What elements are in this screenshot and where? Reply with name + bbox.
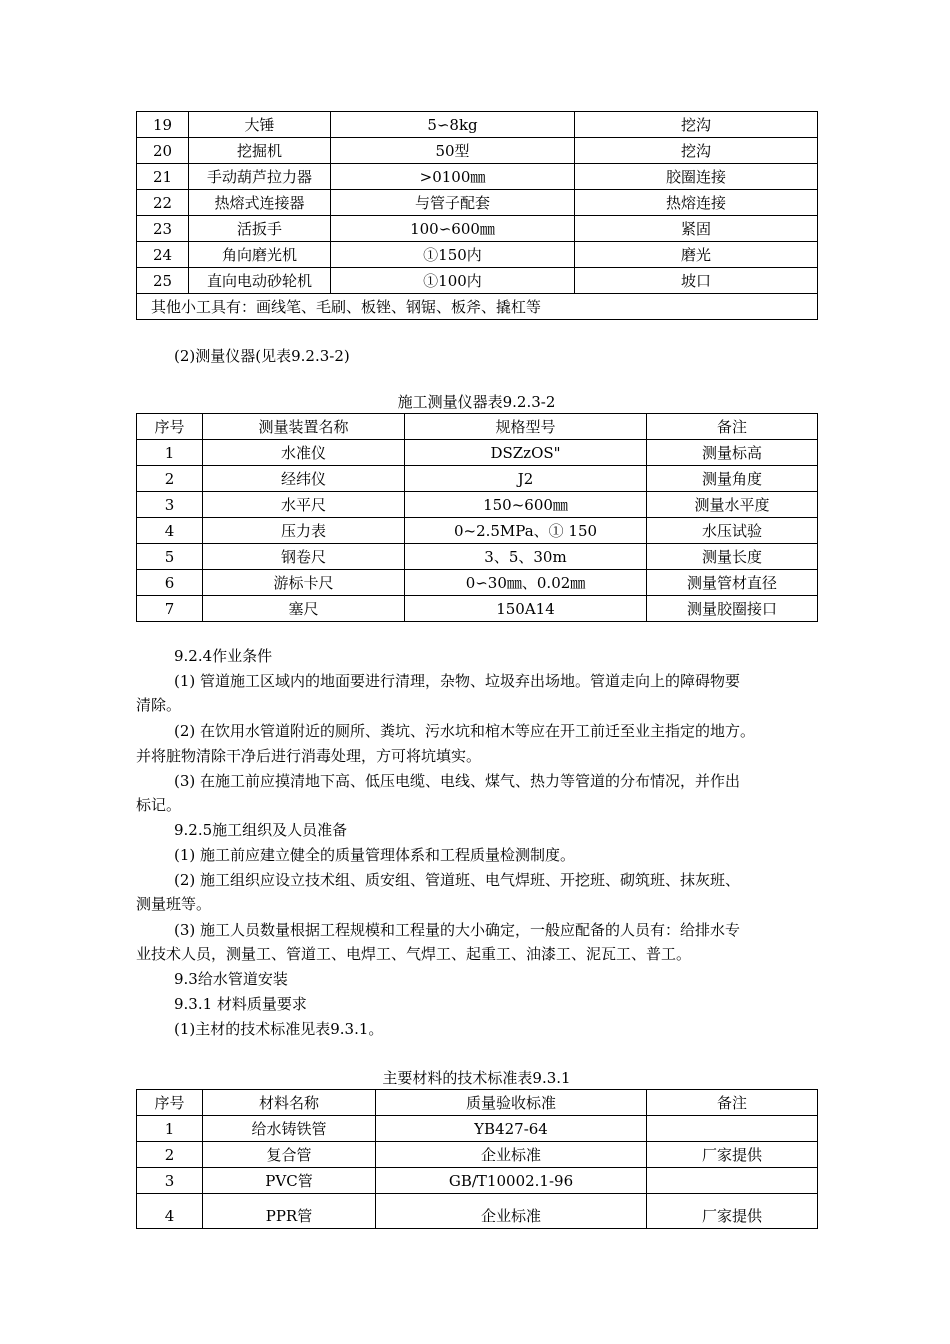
- cell: 水压试验: [647, 518, 818, 544]
- cell: 测量胶圈接口: [647, 596, 818, 622]
- paragraph-line: (1)主材的技术标准见表9.3.1。: [174, 1020, 384, 1038]
- cell: 紧固: [575, 216, 818, 242]
- cell: 1: [137, 440, 203, 466]
- cell: 测量水平度: [647, 492, 818, 518]
- cell: 塞尺: [203, 596, 405, 622]
- cell: 5: [137, 544, 203, 570]
- cell: [647, 1168, 818, 1194]
- cell: 水准仪: [203, 440, 405, 466]
- paragraph-line: (2) 在饮用水管道附近的厕所、粪坑、污水坑和棺木等应在开工前迁至业主指定的地方。: [174, 722, 756, 740]
- table-row: [137, 1194, 818, 1229]
- cell: 热熔式连接器: [189, 190, 331, 216]
- cell: ①100内: [331, 268, 575, 294]
- heading-9-2-4: 9.2.4作业条件: [174, 647, 273, 665]
- cell: 150A14: [405, 596, 647, 622]
- cell: 测量标高: [647, 440, 818, 466]
- table-row: [137, 268, 818, 294]
- table-row: [137, 466, 818, 492]
- cell: 游标卡尺: [203, 570, 405, 596]
- table-row: [137, 1168, 818, 1194]
- paragraph-line: (2) 施工组织应设立技术组、质安组、管道班、电气焊班、开挖班、砌筑班、抹灰班、: [174, 871, 741, 889]
- paragraph-line: 并将脏物清除干净后进行消毒处理，方可将坑填实。: [136, 747, 482, 765]
- paragraph-line: (1) 施工前应建立健全的质量管理体系和工程质量检测制度。: [174, 846, 576, 864]
- cell: J2: [405, 466, 647, 492]
- materials-table: [136, 1089, 818, 1229]
- cell: 钢卷尺: [203, 544, 405, 570]
- cell: 胶圈连接: [575, 164, 818, 190]
- column-header: 备注: [647, 414, 818, 440]
- cell: 经纬仪: [203, 466, 405, 492]
- column-header: 测量装置名称: [203, 414, 405, 440]
- cell: 企业标准: [376, 1142, 647, 1168]
- cell: 20: [137, 138, 189, 164]
- cell: >0100㎜: [331, 164, 575, 190]
- paragraph-line: 测量班等。: [136, 895, 212, 913]
- cell: 24: [137, 242, 189, 268]
- table-note: 其他小工具有：画线笔、毛刷、板锉、钢锯、板斧、撬杠等: [137, 294, 818, 320]
- cell: 4: [137, 518, 203, 544]
- cell: 0~2.5MPa、① 150: [405, 518, 647, 544]
- table-row: [137, 492, 818, 518]
- cell: 坡口: [575, 268, 818, 294]
- cell: 3: [137, 492, 203, 518]
- column-header: 规格型号: [405, 414, 647, 440]
- cell: 6: [137, 570, 203, 596]
- cell: 挖沟: [575, 138, 818, 164]
- paragraph-line: 业技术人员，测量工、管道工、电焊工、气焊工、起重工、油漆工、泥瓦工、普工。: [136, 945, 692, 963]
- table-row: [137, 1142, 818, 1168]
- cell: 企业标准: [376, 1194, 647, 1229]
- table3-caption: 主要材料的技术标准表9.3.1: [382, 1069, 571, 1087]
- cell: 挖沟: [575, 112, 818, 138]
- cell: 厂家提供: [647, 1194, 818, 1229]
- cell: GB/T10002.1-96: [376, 1168, 647, 1194]
- table-row: [137, 216, 818, 242]
- cell: 角向磨光机: [189, 242, 331, 268]
- cell: 5∽8kg: [331, 112, 575, 138]
- cell: 大锤: [189, 112, 331, 138]
- table-row: [137, 242, 818, 268]
- table-row: [137, 112, 818, 138]
- cell: 21: [137, 164, 189, 190]
- table-note-row: [137, 294, 818, 320]
- cell: PPR管: [203, 1194, 376, 1229]
- column-header: 序号: [137, 414, 203, 440]
- cell: 厂家提供: [647, 1142, 818, 1168]
- cell: 压力表: [203, 518, 405, 544]
- section-measure: (2)测量仪器(见表9.2.3-2): [174, 347, 350, 365]
- cell: ①150内: [331, 242, 575, 268]
- paragraph-line: 标记。: [136, 796, 182, 814]
- tools-table: [136, 111, 818, 320]
- paragraph-line: 清除。: [136, 696, 182, 714]
- cell: 150~600㎜: [405, 492, 647, 518]
- cell: 2: [137, 466, 203, 492]
- cell: 测量管材直径: [647, 570, 818, 596]
- cell: 复合管: [203, 1142, 376, 1168]
- cell: 热熔连接: [575, 190, 818, 216]
- table-row: [137, 164, 818, 190]
- cell: 与管子配套: [331, 190, 575, 216]
- cell: YB427-64: [376, 1116, 647, 1142]
- cell: 活扳手: [189, 216, 331, 242]
- cell: 22: [137, 190, 189, 216]
- table-row: [137, 190, 818, 216]
- table-row: [137, 596, 818, 622]
- cell: 3、5、30m: [405, 544, 647, 570]
- table-row: [137, 440, 818, 466]
- column-header: 序号: [137, 1090, 203, 1116]
- table2-caption: 施工测量仪器表9.2.3-2: [397, 393, 556, 411]
- cell: 直向电动砂轮机: [189, 268, 331, 294]
- cell: DSZzOS": [405, 440, 647, 466]
- cell: 100∽600㎜: [331, 216, 575, 242]
- table-row: [137, 518, 818, 544]
- table-row: [137, 544, 818, 570]
- cell: 3: [137, 1168, 203, 1194]
- paragraph-line: (3) 在施工前应摸清地下高、低压电缆、电线、煤气、热力等管道的分布情况，并作出: [174, 772, 741, 790]
- paragraph-line: (1) 管道施工区域内的地面要进行清理，杂物、垃圾弃出场地。管道走向上的障碍物要: [174, 672, 741, 690]
- cell: PVC管: [203, 1168, 376, 1194]
- cell: 测量角度: [647, 466, 818, 492]
- cell: 0∽30㎜、0.02㎜: [405, 570, 647, 596]
- cell: 2: [137, 1142, 203, 1168]
- cell: 19: [137, 112, 189, 138]
- heading-9-2-5: 9.2.5施工组织及人员准备: [174, 821, 348, 839]
- table-header-row: [137, 1090, 818, 1116]
- cell: 水平尺: [203, 492, 405, 518]
- cell: [647, 1116, 818, 1142]
- cell: 手动葫芦拉力器: [189, 164, 331, 190]
- table-row: [137, 138, 818, 164]
- cell: 7: [137, 596, 203, 622]
- table-row: [137, 570, 818, 596]
- column-header: 备注: [647, 1090, 818, 1116]
- cell: 1: [137, 1116, 203, 1142]
- heading-9-3-1: 9.3.1 材料质量要求: [174, 995, 307, 1013]
- table-row: [137, 1116, 818, 1142]
- table-header-row: [137, 414, 818, 440]
- column-header: 材料名称: [203, 1090, 376, 1116]
- cell: 挖掘机: [189, 138, 331, 164]
- cell: 23: [137, 216, 189, 242]
- instruments-table: [136, 413, 818, 622]
- cell: 给水铸铁管: [203, 1116, 376, 1142]
- cell: 50型: [331, 138, 575, 164]
- cell: 磨光: [575, 242, 818, 268]
- cell: 4: [137, 1194, 203, 1229]
- column-header: 质量验收标准: [376, 1090, 647, 1116]
- cell: 测量长度: [647, 544, 818, 570]
- cell: 25: [137, 268, 189, 294]
- heading-9-3: 9.3给水管道安装: [174, 970, 288, 988]
- paragraph-line: (3) 施工人员数量根据工程规模和工程量的大小确定，一般应配备的人员有：给排水专: [174, 921, 741, 939]
